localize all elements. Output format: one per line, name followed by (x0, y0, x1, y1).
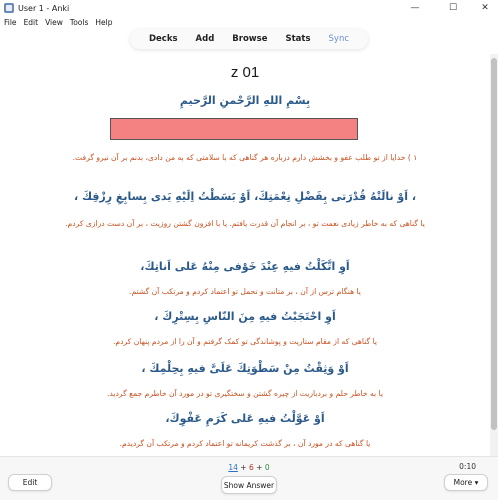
toolbar-pill (130, 29, 368, 49)
anki-app-icon (4, 3, 14, 13)
arabic-line-5: اَوْ وَثِقْتُ مِنْ سَطْوَتِكَ عَلَىَّ فيهِ بِحِلْمِكَ ، (141, 362, 349, 375)
more-button[interactable]: More ▾ (444, 474, 488, 491)
card-view (0, 54, 490, 456)
toolbar-sync[interactable]: Sync (328, 34, 350, 44)
count-separator-1: + (240, 463, 247, 472)
new-count: 14 (228, 463, 238, 472)
translation-line-6: یا گناهی که در مورد آن ، بر گذشت کریمانه تو اعتماد کردم و مرتکب آن گردیدم. (119, 439, 371, 448)
arabic-line-6: اَوْ عَوَّلْتُ فيهِ عَلى كَرَمِ عَفْوِكَ، (165, 412, 325, 425)
translation-line-5: یا به خاطر حلم و بردباریت از چیره گشتن و سختگیری تو در مورد آن خاطرم جمع گردید. (107, 389, 383, 398)
window-title: User 1 - Anki (18, 3, 70, 13)
translation-line-2: یا گناهی که به خاطر زیادی نعمت تو ، بر انجام آن قدرت یافتم. یا با افزون گشتن روزیت ، بر آن دست درازی کردم. (65, 219, 425, 228)
toolbar-browse[interactable]: Browse (232, 34, 268, 44)
review-count: 0 (264, 463, 270, 472)
edit-button[interactable]: Edit (8, 474, 52, 491)
menu-tools[interactable]: Tools (69, 17, 89, 27)
arabic-line-2: ، اَوْ نالَتْهُ قُدْرَتى بِفَضْلِ نِعْمَتِكَ، اَوْ بَسَطْتُ اِلَيْهِ يَدى بِسابِغِ رِزْقِكَ ، (73, 190, 417, 203)
arabic-line-4: اَوِ احْتَجَبْتُ فيهِ مِنَ النّاسِ بِسِتْرِكَ ، (154, 310, 336, 323)
window-titlebar (0, 0, 498, 16)
card-title: z 01 (230, 64, 260, 81)
count-separator-2: + (256, 463, 263, 472)
close-button[interactable]: ✕ (481, 3, 489, 13)
basmala-text: بِسْمِ اللهِ الرَّحْمنِ الرَّحيمِ (179, 94, 311, 107)
menu-edit[interactable]: Edit (23, 17, 39, 27)
answer-timer: 0:10 (459, 462, 476, 471)
translation-line-1: ١ ) خدایا از تو طلب عفو و بخشش دارم درباره هر گناهی که با سلامتی که به من دادی، بدنم بر آن نیرو گرفت. (72, 153, 418, 162)
answer-box (110, 118, 358, 140)
main-toolbar (0, 28, 498, 50)
maximize-button[interactable]: ☐ (448, 3, 458, 13)
translation-line-3: یا هنگام ترس از آن ، بر متانت و تحمل تو اعتماد کردم و مرتکب آن گشتم. (129, 287, 361, 296)
minimize-button[interactable]: — (410, 3, 420, 13)
toolbar-decks[interactable]: Decks (148, 34, 178, 44)
show-answer-button[interactable]: Show Answer (221, 476, 277, 494)
toolbar-add[interactable]: Add (195, 34, 215, 44)
menu-file[interactable]: File (4, 17, 17, 27)
toolbar-stats[interactable]: Stats (285, 34, 311, 44)
menu-bar (0, 16, 498, 28)
card-scrollbar-thumb[interactable] (491, 58, 497, 430)
arabic-line-3: اَوِ اتَّكَلْتُ فيهِ عِنْدَ خَوْفى مِنْهُ عَلى اَناتِكَ، (140, 260, 350, 273)
menu-help[interactable]: Help (95, 17, 113, 27)
menu-view[interactable]: View (45, 17, 63, 27)
learn-count: 6 (248, 463, 254, 472)
review-bottom-bar (0, 456, 498, 500)
translation-line-4: یا گناهی که از مقام ستاریت و پوشاندگی تو کمک گرفتم و آن را از مردم پنهان کردم. (113, 337, 377, 346)
due-counts (0, 463, 498, 472)
